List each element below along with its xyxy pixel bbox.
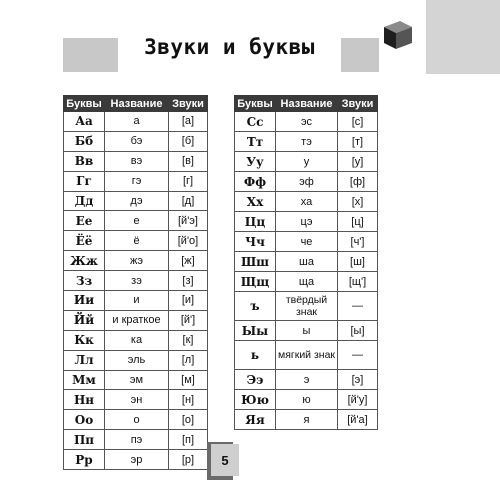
letter-cell: Ёё [64,231,105,251]
title-bar-right-decoration [341,38,379,72]
letter-cell: Сс [235,112,276,132]
sound-cell: [у] [338,152,378,172]
letter-cell: Шш [235,252,276,272]
sound-cell: [р] [169,450,208,470]
title-bar-left-decoration [63,38,118,72]
name-cell: гэ [105,171,169,191]
letter-cell: Лл [64,350,105,370]
name-cell: э [276,370,338,390]
letter-cell: Гг [64,171,105,191]
table-row [235,192,378,212]
letter-cell: Пп [64,430,105,450]
name-cell: я [276,410,338,430]
sound-cell: [з] [169,271,208,291]
sound-cell: [й'э] [169,211,208,231]
name-cell: эль [105,350,169,370]
sound-cell: [в] [169,151,208,171]
table-row [235,410,378,430]
sound-cell: [ц] [338,212,378,232]
table-row [64,370,208,390]
table-row [64,390,208,410]
table-row [235,232,378,252]
name-cell: че [276,232,338,252]
table-row [64,310,208,330]
table-row [64,231,208,251]
letter-cell: Оо [64,410,105,430]
sound-cell: [щ'] [338,272,378,292]
name-cell: и [105,291,169,311]
sound-cell: — [338,292,378,321]
sound-cell: — [338,341,378,370]
column-header-sounds: Звуки [169,96,208,112]
column-header-letters: Буквы [235,96,276,112]
name-cell: эн [105,390,169,410]
sound-cell: [ш] [338,252,378,272]
sound-cell: [б] [169,131,208,151]
column-header-sounds: Звуки [338,96,378,112]
alphabet-table-right [234,95,378,430]
sound-cell: [г] [169,171,208,191]
sound-cell: [э] [338,370,378,390]
name-cell: вэ [105,151,169,171]
letter-cell: Яя [235,410,276,430]
sound-cell: [ч'] [338,232,378,252]
sound-cell: [ы] [338,321,378,341]
table-row [64,410,208,430]
page-number: 5 [211,444,239,476]
letter-cell: Ыы [235,321,276,341]
name-cell: а [105,112,169,132]
letter-cell: Рр [64,450,105,470]
name-cell: ща [276,272,338,292]
letter-cell: Цц [235,212,276,232]
name-cell: мягкий знак [276,341,338,370]
letter-cell: Аа [64,112,105,132]
sound-cell: [х] [338,192,378,212]
table-row [235,370,378,390]
letter-cell: Жж [64,251,105,271]
table-row [64,151,208,171]
name-cell: бэ [105,131,169,151]
table-row [64,131,208,151]
letter-cell: Вв [64,151,105,171]
table-header-row [64,96,208,112]
sound-cell: [й'] [169,310,208,330]
name-cell: эс [276,112,338,132]
table-row [235,212,378,232]
name-cell: зэ [105,271,169,291]
name-cell: ы [276,321,338,341]
name-cell: эф [276,172,338,192]
table-row [235,272,378,292]
letter-cell: Ее [64,211,105,231]
page-title: Звуки и буквы [144,35,315,59]
name-cell: тэ [276,132,338,152]
name-cell: е [105,211,169,231]
name-cell: эр [105,450,169,470]
name-cell: твёрдый знак [276,292,338,321]
sound-cell: [т] [338,132,378,152]
letter-cell: Хх [235,192,276,212]
name-cell: у [276,152,338,172]
sound-cell: [с] [338,112,378,132]
column-header-letters: Буквы [64,96,105,112]
letter-cell: Зз [64,271,105,291]
name-cell: ка [105,330,169,350]
sound-cell: [л] [169,350,208,370]
name-cell: и краткое [105,310,169,330]
table-row [235,112,378,132]
table-row [64,211,208,231]
letter-cell: Фф [235,172,276,192]
name-cell: жэ [105,251,169,271]
table-row [235,390,378,410]
table-row [64,112,208,132]
letter-cell: Уу [235,152,276,172]
letter-cell: Нн [64,390,105,410]
table-row [64,271,208,291]
table-row [235,152,378,172]
column-header-name: Название [105,96,169,112]
table-row [64,350,208,370]
table-row [64,291,208,311]
name-cell: ха [276,192,338,212]
table-header-row [235,96,378,112]
sound-cell: [й'а] [338,410,378,430]
letter-cell: Чч [235,232,276,252]
sound-cell: [ф] [338,172,378,192]
letter-cell: Ии [64,291,105,311]
sound-cell: [д] [169,191,208,211]
table-row [235,172,378,192]
table-row [235,321,378,341]
letter-cell: Йй [64,310,105,330]
name-cell: эм [105,370,169,390]
letter-cell: Ээ [235,370,276,390]
letter-cell: Щщ [235,272,276,292]
name-cell: цэ [276,212,338,232]
letter-cell: Юю [235,390,276,410]
sound-cell: [а] [169,112,208,132]
letter-cell: Мм [64,370,105,390]
table-row [64,330,208,350]
table-row [235,132,378,152]
table-row [235,252,378,272]
name-cell: о [105,410,169,430]
sound-cell: [к] [169,330,208,350]
table-row [64,430,208,450]
name-cell: ю [276,390,338,410]
letter-cell: Бб [64,131,105,151]
column-header-name: Название [276,96,338,112]
sound-cell: [й'о] [169,231,208,251]
sound-cell: [п] [169,430,208,450]
table-row [64,191,208,211]
name-cell: дэ [105,191,169,211]
name-cell: ё [105,231,169,251]
cube-icon [380,16,416,52]
sound-cell: [м] [169,370,208,390]
table-row [235,292,378,321]
sound-cell: [о] [169,410,208,430]
letter-cell: Тт [235,132,276,152]
table-row [235,341,378,370]
letter-cell: Кк [64,330,105,350]
sound-cell: [и] [169,291,208,311]
letter-cell: ъ [235,292,276,321]
name-cell: ша [276,252,338,272]
table-row [64,171,208,191]
sound-cell: [й'у] [338,390,378,410]
corner-decoration [426,0,500,74]
table-row [64,251,208,271]
letter-cell: Дд [64,191,105,211]
alphabet-table-left [63,95,208,470]
name-cell: пэ [105,430,169,450]
sound-cell: [ж] [169,251,208,271]
sound-cell: [н] [169,390,208,410]
letter-cell: ь [235,341,276,370]
table-row [64,450,208,470]
